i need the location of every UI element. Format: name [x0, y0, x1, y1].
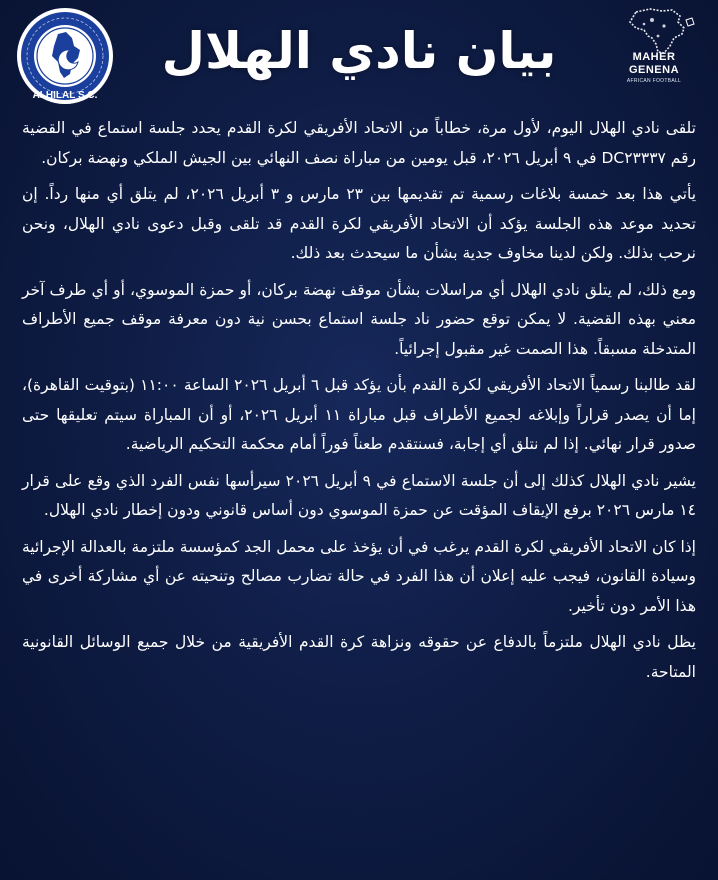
paragraph-6: إذا كان الاتحاد الأفريقي لكرة القدم يرغب في أن يؤخذ على محمل الجد كمؤسسة ملتزمة بالعدالة الإجرائية وسيادة القانون، فيجب عليه إعلان أن هذا الفرد في حالة تضارب مصالح وتنحيته عن أي مشاركة أخرى في هذا الأمر دون تأخير.	[22, 537, 696, 615]
paragraph-1: تلقى نادي الهلال اليوم، لأول مرة، خطاباً من الاتحاد الأفريقي لكرة القدم يحدد جلسة استماع في القضية رقم DC٢٣٣٣٧ في ٩ أبريل ٢٠٢٦، قبل يومين من مباراة نصف النهائي بين الجيش الملكي ونهضة بركان.	[22, 119, 696, 167]
brand-tagline: AFRICAN FOOTBALL	[626, 78, 682, 84]
club-crest	[14, 6, 116, 108]
brand-logo	[598, 6, 710, 104]
africa-map-icon	[598, 6, 710, 56]
paragraph-3: ومع ذلك، لم يتلق نادي الهلال أي مراسلات بشأن موقف نهضة بركان، أو حمزة الموسوي، أو أي طرف آخر معني بهذه القضية. لا يمكن توقع حضور ناد جلسة استماع بحسن نية دون معرفة موقف جميع الأطراف المتدخلة مسبقاً. هذا الصمت غير مقبول إجرائياً.	[22, 280, 696, 358]
paragraph-7: يظل نادي الهلال ملتزماً بالدفاع عن حقوقه ونزاهة كرة القدم الأفريقية من خلال جميع الوسائل القانونية المتاحة.	[22, 633, 696, 681]
page-title: بيان نادي الهلال	[161, 22, 557, 80]
header	[0, 0, 718, 108]
paragraph-5: يشير نادي الهلال كذلك إلى أن جلسة الاستماع في ٩ أبريل ٢٠٢٦ سيرأسها نفس الفرد الذي وقع على قرار ١٤ مارس ٢٠٢٦ برفع الإيقاف المؤقت عن حمزة الموسوي دون أساس قانوني ودون إخطار نادي الهلال.	[22, 471, 696, 519]
club-name: ALHILAL S.C.	[32, 90, 98, 101]
brand-name-line2: GENENA	[628, 64, 680, 76]
paragraph-4: لقد طالبنا رسمياً الاتحاد الأفريقي لكرة القدم بأن يؤكد قبل ٦ أبريل ٢٠٢٦ الساعة ١١:٠٠ (بتوقيت القاهرة)، إما أن يصدر قراراً وإبلاغه لجميع الأطراف قبل مباراة ١١ أبريل ٢٠٢٦، أو أن المباراة سيتم تعليقها حتى صدور قرار نهائي. إذا لم نتلق أي إجابة، فسنتقدم طعناً فوراً أمام محكمة التحكيم الرياضية.	[22, 376, 696, 453]
paragraph-2: يأتي هذا بعد خمسة بلاغات رسمية تم تقديمها بين ٢٣ مارس و ٣ أبريل ٢٠٢٦، لم يتلق أي منها رداً. إن تحديد موعد هذه الجلسة يؤكد أن الاتحاد الأفريقي لكرة القدم قد تلقى وقبل دعوى نادي الهلال، ونحن نرحب بذلك. ولكن لدينا مخاوف جدية بشأن ما سيحدث بعد ذلك.	[22, 185, 697, 262]
brand-name-line1: MAHER	[632, 51, 676, 63]
statement-body	[22, 114, 696, 694]
